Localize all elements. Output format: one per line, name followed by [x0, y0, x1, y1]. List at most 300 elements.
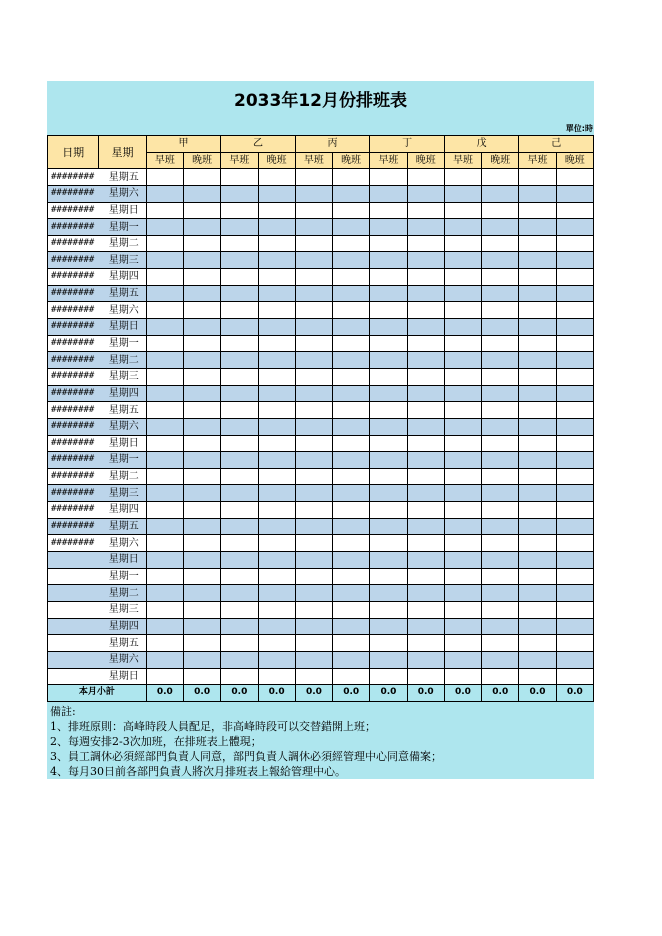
shift-cell[interactable]: [482, 635, 519, 652]
shift-cell[interactable]: [295, 235, 332, 252]
shift-cell[interactable]: [221, 352, 258, 369]
shift-cell[interactable]: [183, 368, 220, 385]
shift-cell[interactable]: [444, 535, 481, 552]
shift-cell[interactable]: [444, 219, 481, 236]
shift-cell[interactable]: [444, 485, 481, 502]
shift-cell[interactable]: [183, 252, 220, 269]
shift-cell[interactable]: [295, 335, 332, 352]
shift-cell[interactable]: [444, 651, 481, 668]
shift-cell[interactable]: [333, 368, 370, 385]
shift-cell[interactable]: [183, 502, 220, 519]
shift-cell[interactable]: [444, 235, 481, 252]
shift-cell[interactable]: [482, 485, 519, 502]
date-cell[interactable]: [48, 651, 99, 668]
shift-cell[interactable]: [295, 485, 332, 502]
shift-cell[interactable]: [146, 335, 183, 352]
shift-cell[interactable]: [183, 269, 220, 286]
shift-cell[interactable]: [370, 585, 407, 602]
shift-cell[interactable]: [258, 651, 295, 668]
weekday-cell[interactable]: 星期五: [99, 402, 146, 419]
shift-cell[interactable]: [295, 585, 332, 602]
shift-cell[interactable]: [146, 402, 183, 419]
shift-cell[interactable]: [146, 352, 183, 369]
shift-cell[interactable]: [333, 601, 370, 618]
date-cell[interactable]: ########: [48, 402, 99, 419]
shift-cell[interactable]: [370, 385, 407, 402]
shift-cell[interactable]: [407, 435, 444, 452]
shift-cell[interactable]: [221, 269, 258, 286]
shift-cell[interactable]: [333, 418, 370, 435]
shift-cell[interactable]: [407, 651, 444, 668]
shift-cell[interactable]: [407, 668, 444, 685]
shift-cell[interactable]: [258, 568, 295, 585]
shift-cell[interactable]: [370, 252, 407, 269]
shift-cell[interactable]: [221, 402, 258, 419]
weekday-cell[interactable]: 星期六: [99, 302, 146, 319]
shift-cell[interactable]: [482, 651, 519, 668]
shift-cell[interactable]: [407, 485, 444, 502]
shift-cell[interactable]: [221, 485, 258, 502]
shift-cell[interactable]: [183, 435, 220, 452]
shift-cell[interactable]: [146, 235, 183, 252]
shift-cell[interactable]: [556, 352, 593, 369]
shift-cell[interactable]: [444, 502, 481, 519]
shift-cell[interactable]: [295, 568, 332, 585]
shift-cell[interactable]: [146, 368, 183, 385]
shift-cell[interactable]: [444, 352, 481, 369]
date-cell[interactable]: ########: [48, 368, 99, 385]
weekday-cell[interactable]: 星期三: [99, 601, 146, 618]
shift-cell[interactable]: [370, 235, 407, 252]
shift-cell[interactable]: [519, 585, 556, 602]
shift-cell[interactable]: [482, 452, 519, 469]
shift-cell[interactable]: [556, 485, 593, 502]
shift-cell[interactable]: [333, 552, 370, 569]
shift-cell[interactable]: [333, 635, 370, 652]
shift-cell[interactable]: [482, 235, 519, 252]
shift-cell[interactable]: [258, 402, 295, 419]
shift-cell[interactable]: [407, 269, 444, 286]
shift-cell[interactable]: [370, 618, 407, 635]
shift-cell[interactable]: [370, 285, 407, 302]
shift-cell[interactable]: [146, 552, 183, 569]
shift-cell[interactable]: [519, 252, 556, 269]
shift-cell[interactable]: [407, 202, 444, 219]
shift-cell[interactable]: [183, 302, 220, 319]
shift-cell[interactable]: [556, 235, 593, 252]
shift-cell[interactable]: [183, 235, 220, 252]
shift-cell[interactable]: [221, 518, 258, 535]
shift-cell[interactable]: [482, 269, 519, 286]
weekday-cell[interactable]: 星期五: [99, 635, 146, 652]
shift-cell[interactable]: [444, 385, 481, 402]
date-cell[interactable]: ########: [48, 202, 99, 219]
shift-cell[interactable]: [183, 352, 220, 369]
shift-cell[interactable]: [333, 335, 370, 352]
shift-cell[interactable]: [146, 468, 183, 485]
shift-cell[interactable]: [556, 552, 593, 569]
shift-cell[interactable]: [556, 502, 593, 519]
shift-cell[interactable]: [146, 535, 183, 552]
shift-cell[interactable]: [519, 435, 556, 452]
shift-cell[interactable]: [444, 435, 481, 452]
date-cell[interactable]: ########: [48, 435, 99, 452]
shift-cell[interactable]: [221, 302, 258, 319]
date-cell[interactable]: ########: [48, 468, 99, 485]
date-cell[interactable]: [48, 568, 99, 585]
shift-cell[interactable]: [183, 618, 220, 635]
shift-cell[interactable]: [407, 302, 444, 319]
shift-cell[interactable]: [295, 219, 332, 236]
shift-cell[interactable]: [519, 368, 556, 385]
shift-cell[interactable]: [407, 185, 444, 202]
shift-cell[interactable]: [482, 368, 519, 385]
shift-cell[interactable]: [370, 185, 407, 202]
shift-cell[interactable]: [444, 568, 481, 585]
shift-cell[interactable]: [482, 568, 519, 585]
shift-cell[interactable]: [333, 285, 370, 302]
shift-cell[interactable]: [258, 618, 295, 635]
shift-cell[interactable]: [258, 418, 295, 435]
shift-cell[interactable]: [183, 219, 220, 236]
shift-cell[interactable]: [519, 185, 556, 202]
shift-cell[interactable]: [407, 535, 444, 552]
shift-cell[interactable]: [221, 202, 258, 219]
shift-cell[interactable]: [146, 518, 183, 535]
shift-cell[interactable]: [295, 185, 332, 202]
shift-cell[interactable]: [183, 635, 220, 652]
shift-cell[interactable]: [556, 418, 593, 435]
shift-cell[interactable]: [482, 585, 519, 602]
shift-cell[interactable]: [556, 585, 593, 602]
shift-cell[interactable]: [258, 252, 295, 269]
shift-cell[interactable]: [444, 319, 481, 336]
shift-cell[interactable]: [519, 402, 556, 419]
shift-cell[interactable]: [407, 385, 444, 402]
shift-cell[interactable]: [519, 352, 556, 369]
shift-cell[interactable]: [258, 552, 295, 569]
shift-cell[interactable]: [258, 468, 295, 485]
shift-cell[interactable]: [183, 202, 220, 219]
shift-cell[interactable]: [482, 285, 519, 302]
shift-cell[interactable]: [221, 235, 258, 252]
shift-cell[interactable]: [295, 618, 332, 635]
date-cell[interactable]: [48, 668, 99, 685]
shift-cell[interactable]: [519, 319, 556, 336]
shift-cell[interactable]: [295, 668, 332, 685]
shift-cell[interactable]: [519, 219, 556, 236]
shift-cell[interactable]: [370, 219, 407, 236]
shift-cell[interactable]: [370, 169, 407, 186]
shift-cell[interactable]: [407, 319, 444, 336]
weekday-cell[interactable]: 星期二: [99, 468, 146, 485]
weekday-cell[interactable]: 星期二: [99, 352, 146, 369]
shift-cell[interactable]: [370, 601, 407, 618]
shift-cell[interactable]: [333, 219, 370, 236]
shift-cell[interactable]: [221, 385, 258, 402]
shift-cell[interactable]: [556, 368, 593, 385]
shift-cell[interactable]: [556, 402, 593, 419]
date-cell[interactable]: ########: [48, 335, 99, 352]
shift-cell[interactable]: [333, 568, 370, 585]
shift-cell[interactable]: [444, 418, 481, 435]
shift-cell[interactable]: [519, 568, 556, 585]
shift-cell[interactable]: [370, 568, 407, 585]
shift-cell[interactable]: [556, 202, 593, 219]
shift-cell[interactable]: [556, 468, 593, 485]
shift-cell[interactable]: [556, 518, 593, 535]
shift-cell[interactable]: [519, 485, 556, 502]
shift-cell[interactable]: [295, 169, 332, 186]
shift-cell[interactable]: [482, 352, 519, 369]
shift-cell[interactable]: [407, 585, 444, 602]
shift-cell[interactable]: [482, 535, 519, 552]
shift-cell[interactable]: [482, 335, 519, 352]
date-cell[interactable]: ########: [48, 352, 99, 369]
shift-cell[interactable]: [556, 618, 593, 635]
shift-cell[interactable]: [519, 635, 556, 652]
shift-cell[interactable]: [333, 468, 370, 485]
shift-cell[interactable]: [407, 418, 444, 435]
shift-cell[interactable]: [258, 452, 295, 469]
shift-cell[interactable]: [333, 385, 370, 402]
shift-cell[interactable]: [258, 302, 295, 319]
shift-cell[interactable]: [519, 518, 556, 535]
date-cell[interactable]: ########: [48, 518, 99, 535]
shift-cell[interactable]: [556, 285, 593, 302]
shift-cell[interactable]: [295, 601, 332, 618]
shift-cell[interactable]: [519, 169, 556, 186]
weekday-cell[interactable]: 星期五: [99, 169, 146, 186]
shift-cell[interactable]: [221, 568, 258, 585]
date-cell[interactable]: ########: [48, 302, 99, 319]
shift-cell[interactable]: [482, 601, 519, 618]
weekday-cell[interactable]: 星期六: [99, 185, 146, 202]
weekday-cell[interactable]: 星期日: [99, 435, 146, 452]
date-cell[interactable]: ########: [48, 452, 99, 469]
shift-cell[interactable]: [221, 535, 258, 552]
date-cell[interactable]: [48, 552, 99, 569]
weekday-cell[interactable]: 星期四: [99, 502, 146, 519]
shift-cell[interactable]: [146, 185, 183, 202]
shift-cell[interactable]: [519, 651, 556, 668]
shift-cell[interactable]: [407, 518, 444, 535]
date-cell[interactable]: ########: [48, 418, 99, 435]
shift-cell[interactable]: [407, 219, 444, 236]
shift-cell[interactable]: [333, 169, 370, 186]
weekday-cell[interactable]: 星期五: [99, 285, 146, 302]
shift-cell[interactable]: [370, 269, 407, 286]
weekday-cell[interactable]: 星期三: [99, 368, 146, 385]
shift-cell[interactable]: [444, 468, 481, 485]
shift-cell[interactable]: [333, 618, 370, 635]
shift-cell[interactable]: [333, 651, 370, 668]
shift-cell[interactable]: [482, 402, 519, 419]
shift-cell[interactable]: [183, 319, 220, 336]
shift-cell[interactable]: [370, 535, 407, 552]
shift-cell[interactable]: [258, 435, 295, 452]
weekday-cell[interactable]: 星期二: [99, 235, 146, 252]
shift-cell[interactable]: [407, 568, 444, 585]
shift-cell[interactable]: [146, 285, 183, 302]
shift-cell[interactable]: [333, 502, 370, 519]
date-cell[interactable]: ########: [48, 502, 99, 519]
shift-cell[interactable]: [295, 202, 332, 219]
shift-cell[interactable]: [444, 585, 481, 602]
shift-cell[interactable]: [221, 185, 258, 202]
shift-cell[interactable]: [295, 269, 332, 286]
shift-cell[interactable]: [221, 252, 258, 269]
shift-cell[interactable]: [221, 169, 258, 186]
date-cell[interactable]: ########: [48, 285, 99, 302]
shift-cell[interactable]: [482, 668, 519, 685]
shift-cell[interactable]: [183, 418, 220, 435]
shift-cell[interactable]: [146, 319, 183, 336]
weekday-cell[interactable]: 星期日: [99, 552, 146, 569]
shift-cell[interactable]: [519, 601, 556, 618]
shift-cell[interactable]: [295, 452, 332, 469]
shift-cell[interactable]: [183, 335, 220, 352]
shift-cell[interactable]: [519, 335, 556, 352]
shift-cell[interactable]: [146, 502, 183, 519]
shift-cell[interactable]: [519, 418, 556, 435]
shift-cell[interactable]: [258, 601, 295, 618]
shift-cell[interactable]: [333, 402, 370, 419]
shift-cell[interactable]: [221, 552, 258, 569]
shift-cell[interactable]: [295, 635, 332, 652]
weekday-cell[interactable]: 星期五: [99, 518, 146, 535]
shift-cell[interactable]: [556, 319, 593, 336]
shift-cell[interactable]: [444, 452, 481, 469]
shift-cell[interactable]: [407, 601, 444, 618]
shift-cell[interactable]: [146, 651, 183, 668]
shift-cell[interactable]: [333, 535, 370, 552]
shift-cell[interactable]: [370, 651, 407, 668]
weekday-cell[interactable]: 星期一: [99, 219, 146, 236]
shift-cell[interactable]: [444, 252, 481, 269]
shift-cell[interactable]: [556, 452, 593, 469]
shift-cell[interactable]: [444, 185, 481, 202]
shift-cell[interactable]: [556, 535, 593, 552]
shift-cell[interactable]: [333, 352, 370, 369]
shift-cell[interactable]: [183, 385, 220, 402]
shift-cell[interactable]: [146, 485, 183, 502]
shift-cell[interactable]: [482, 552, 519, 569]
shift-cell[interactable]: [333, 302, 370, 319]
shift-cell[interactable]: [556, 169, 593, 186]
shift-cell[interactable]: [146, 568, 183, 585]
shift-cell[interactable]: [146, 452, 183, 469]
shift-cell[interactable]: [370, 502, 407, 519]
shift-cell[interactable]: [556, 219, 593, 236]
date-cell[interactable]: ########: [48, 219, 99, 236]
shift-cell[interactable]: [258, 368, 295, 385]
shift-cell[interactable]: [258, 385, 295, 402]
shift-cell[interactable]: [444, 552, 481, 569]
shift-cell[interactable]: [482, 202, 519, 219]
shift-cell[interactable]: [407, 352, 444, 369]
shift-cell[interactable]: [221, 335, 258, 352]
shift-cell[interactable]: [370, 668, 407, 685]
shift-cell[interactable]: [444, 269, 481, 286]
shift-cell[interactable]: [146, 601, 183, 618]
shift-cell[interactable]: [482, 319, 519, 336]
weekday-cell[interactable]: 星期四: [99, 269, 146, 286]
shift-cell[interactable]: [183, 485, 220, 502]
shift-cell[interactable]: [370, 319, 407, 336]
shift-cell[interactable]: [482, 418, 519, 435]
weekday-cell[interactable]: 星期六: [99, 535, 146, 552]
shift-cell[interactable]: [407, 169, 444, 186]
shift-cell[interactable]: [221, 601, 258, 618]
shift-cell[interactable]: [295, 552, 332, 569]
shift-cell[interactable]: [482, 518, 519, 535]
shift-cell[interactable]: [295, 385, 332, 402]
shift-cell[interactable]: [556, 385, 593, 402]
shift-cell[interactable]: [556, 269, 593, 286]
shift-cell[interactable]: [370, 418, 407, 435]
date-cell[interactable]: ########: [48, 235, 99, 252]
shift-cell[interactable]: [146, 668, 183, 685]
shift-cell[interactable]: [258, 668, 295, 685]
weekday-cell[interactable]: 星期四: [99, 618, 146, 635]
shift-cell[interactable]: [146, 219, 183, 236]
shift-cell[interactable]: [146, 302, 183, 319]
shift-cell[interactable]: [183, 285, 220, 302]
shift-cell[interactable]: [258, 285, 295, 302]
shift-cell[interactable]: [333, 269, 370, 286]
shift-cell[interactable]: [482, 468, 519, 485]
shift-cell[interactable]: [183, 185, 220, 202]
shift-cell[interactable]: [370, 552, 407, 569]
shift-cell[interactable]: [407, 552, 444, 569]
shift-cell[interactable]: [221, 468, 258, 485]
shift-cell[interactable]: [146, 435, 183, 452]
shift-cell[interactable]: [370, 468, 407, 485]
shift-cell[interactable]: [221, 452, 258, 469]
shift-cell[interactable]: [407, 502, 444, 519]
shift-cell[interactable]: [407, 235, 444, 252]
shift-cell[interactable]: [258, 235, 295, 252]
shift-cell[interactable]: [221, 668, 258, 685]
shift-cell[interactable]: [183, 452, 220, 469]
shift-cell[interactable]: [482, 252, 519, 269]
shift-cell[interactable]: [370, 352, 407, 369]
weekday-cell[interactable]: 星期二: [99, 585, 146, 602]
shift-cell[interactable]: [370, 485, 407, 502]
shift-cell[interactable]: [370, 202, 407, 219]
shift-cell[interactable]: [407, 618, 444, 635]
shift-cell[interactable]: [333, 202, 370, 219]
shift-cell[interactable]: [221, 418, 258, 435]
shift-cell[interactable]: [407, 402, 444, 419]
shift-cell[interactable]: [444, 618, 481, 635]
shift-cell[interactable]: [519, 235, 556, 252]
shift-cell[interactable]: [519, 269, 556, 286]
shift-cell[interactable]: [183, 518, 220, 535]
shift-cell[interactable]: [221, 585, 258, 602]
shift-cell[interactable]: [333, 185, 370, 202]
date-cell[interactable]: [48, 601, 99, 618]
shift-cell[interactable]: [295, 285, 332, 302]
shift-cell[interactable]: [444, 202, 481, 219]
shift-cell[interactable]: [407, 252, 444, 269]
shift-cell[interactable]: [407, 335, 444, 352]
shift-cell[interactable]: [556, 651, 593, 668]
weekday-cell[interactable]: 星期四: [99, 385, 146, 402]
date-cell[interactable]: ########: [48, 169, 99, 186]
shift-cell[interactable]: [444, 668, 481, 685]
